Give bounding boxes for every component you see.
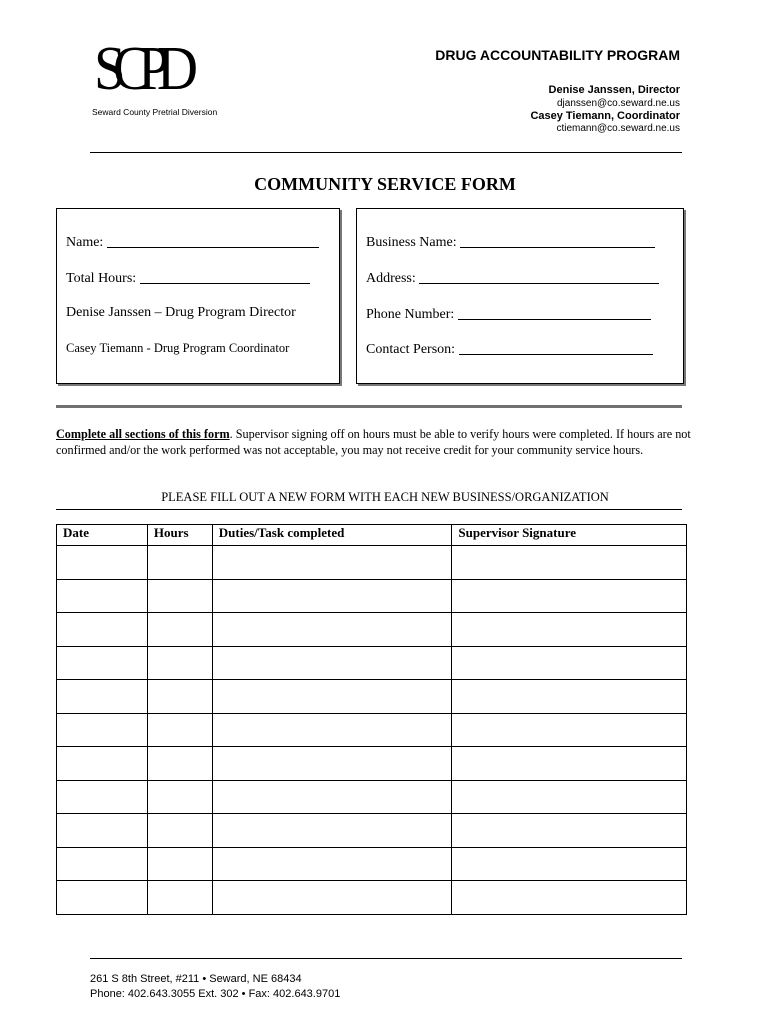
signature-cell[interactable]: [452, 713, 687, 747]
address-label: Address:: [366, 271, 416, 286]
total-hours-label: Total Hours:: [66, 271, 137, 286]
duties-cell[interactable]: [212, 646, 452, 680]
signature-cell[interactable]: [452, 613, 687, 647]
date-cell[interactable]: [57, 847, 148, 881]
date-cell[interactable]: [57, 646, 148, 680]
business-name-blank[interactable]: [460, 233, 655, 248]
signature-cell[interactable]: [452, 680, 687, 714]
duties-cell[interactable]: [212, 747, 452, 781]
section-divider: [56, 405, 682, 408]
date-cell[interactable]: [57, 546, 148, 580]
duties-cell[interactable]: [212, 713, 452, 747]
hours-cell[interactable]: [147, 680, 212, 714]
contact-blank[interactable]: [459, 340, 653, 355]
signature-cell[interactable]: [452, 847, 687, 881]
signature-cell[interactable]: [452, 814, 687, 848]
director-name: Denise Janssen, Director: [548, 84, 680, 96]
scpd-logo: [92, 35, 232, 120]
date-cell[interactable]: [57, 713, 148, 747]
hours-cell[interactable]: [147, 713, 212, 747]
form-title: COMMUNITY SERVICE FORM: [254, 174, 516, 194]
name-label: Name:: [66, 235, 104, 250]
date-cell[interactable]: [57, 747, 148, 781]
business-name-field[interactable]: [366, 233, 655, 251]
duties-cell[interactable]: [212, 881, 452, 915]
hours-cell[interactable]: [147, 847, 212, 881]
address-field[interactable]: [366, 269, 659, 287]
column-header-duties: Duties/Task completed: [212, 525, 452, 546]
coordinator-email: ctiemann@co.seward.ne.us: [556, 123, 680, 134]
coordinator-line: Casey Tiemann - Drug Program Coordinator: [66, 341, 290, 355]
column-header-date: Date: [57, 525, 148, 546]
total-hours-blank[interactable]: [140, 269, 310, 284]
business-name-label: Business Name:: [366, 235, 457, 250]
signature-cell[interactable]: [452, 747, 687, 781]
signature-cell[interactable]: [452, 579, 687, 613]
service-log-table: [56, 524, 687, 915]
table-row: [57, 881, 687, 915]
contact-label: Contact Person:: [366, 342, 456, 357]
header-divider: [90, 152, 682, 153]
hours-cell[interactable]: [147, 881, 212, 915]
hours-cell[interactable]: [147, 780, 212, 814]
duties-cell[interactable]: [212, 579, 452, 613]
footer-divider: [90, 958, 682, 959]
hours-cell[interactable]: [147, 613, 212, 647]
table-row: [57, 847, 687, 881]
participant-info-box: [56, 208, 340, 384]
date-cell[interactable]: [57, 814, 148, 848]
hours-cell[interactable]: [147, 814, 212, 848]
hours-cell[interactable]: [147, 579, 212, 613]
note-divider: [56, 509, 682, 510]
contact-field[interactable]: [366, 340, 653, 358]
table-row: [57, 713, 687, 747]
footer-phone: Phone: 402.643.3055 Ext. 302 • Fax: 402.643.9701: [90, 988, 341, 1000]
duties-cell[interactable]: [212, 680, 452, 714]
phone-label: Phone Number:: [366, 307, 455, 322]
phone-blank[interactable]: [458, 305, 651, 320]
duties-cell[interactable]: [212, 613, 452, 647]
director-line: Denise Janssen – Drug Program Director: [66, 305, 296, 320]
table-row: [57, 613, 687, 647]
signature-cell[interactable]: [452, 780, 687, 814]
date-cell[interactable]: [57, 613, 148, 647]
duties-cell[interactable]: [212, 546, 452, 580]
service-log-body: [57, 546, 687, 915]
date-cell[interactable]: [57, 579, 148, 613]
hours-cell[interactable]: [147, 546, 212, 580]
signature-cell[interactable]: [452, 546, 687, 580]
director-email: djanssen@co.seward.ne.us: [557, 98, 680, 109]
logo-mark: SCPD: [94, 35, 186, 103]
duties-cell[interactable]: [212, 814, 452, 848]
coordinator-name: Casey Tiemann, Coordinator: [530, 110, 680, 122]
table-row: [57, 780, 687, 814]
instructions-body: . Supervisor signing off on hours must be able to verify hours were completed. If hours are not confirmed and/or the work performed was not acceptable, you may not receive credit for your community service hours.: [56, 427, 691, 457]
column-header-hours: Hours: [147, 525, 212, 546]
column-header-signature: Supervisor Signature: [452, 525, 687, 546]
footer-address: 261 S 8th Street, #211 • Seward, NE 68434: [90, 973, 302, 985]
table-row: [57, 680, 687, 714]
instructions: [56, 426, 696, 458]
duties-cell[interactable]: [212, 847, 452, 881]
hours-cell[interactable]: [147, 747, 212, 781]
business-info-box: [356, 208, 684, 384]
table-row: [57, 646, 687, 680]
date-cell[interactable]: [57, 680, 148, 714]
date-cell[interactable]: [57, 780, 148, 814]
total-hours-field[interactable]: [66, 269, 310, 287]
name-blank[interactable]: [107, 233, 319, 248]
table-row: [57, 546, 687, 580]
signature-cell[interactable]: [452, 646, 687, 680]
table-header-row: [57, 525, 687, 546]
hours-cell[interactable]: [147, 646, 212, 680]
name-field[interactable]: [66, 233, 319, 251]
address-blank[interactable]: [419, 269, 659, 284]
duties-cell[interactable]: [212, 780, 452, 814]
logo-subtitle: Seward County Pretrial Diversion: [92, 107, 218, 117]
date-cell[interactable]: [57, 881, 148, 915]
table-row: [57, 814, 687, 848]
signature-cell[interactable]: [452, 881, 687, 915]
program-title: DRUG ACCOUNTABILITY PROGRAM: [435, 47, 680, 63]
phone-field[interactable]: [366, 305, 651, 323]
instructions-lead: Complete all sections of this form: [56, 427, 230, 441]
fill-note: PLEASE FILL OUT A NEW FORM WITH EACH NEW BUSINESS/ORGANIZATION: [161, 490, 609, 504]
table-row: [57, 579, 687, 613]
table-row: [57, 747, 687, 781]
